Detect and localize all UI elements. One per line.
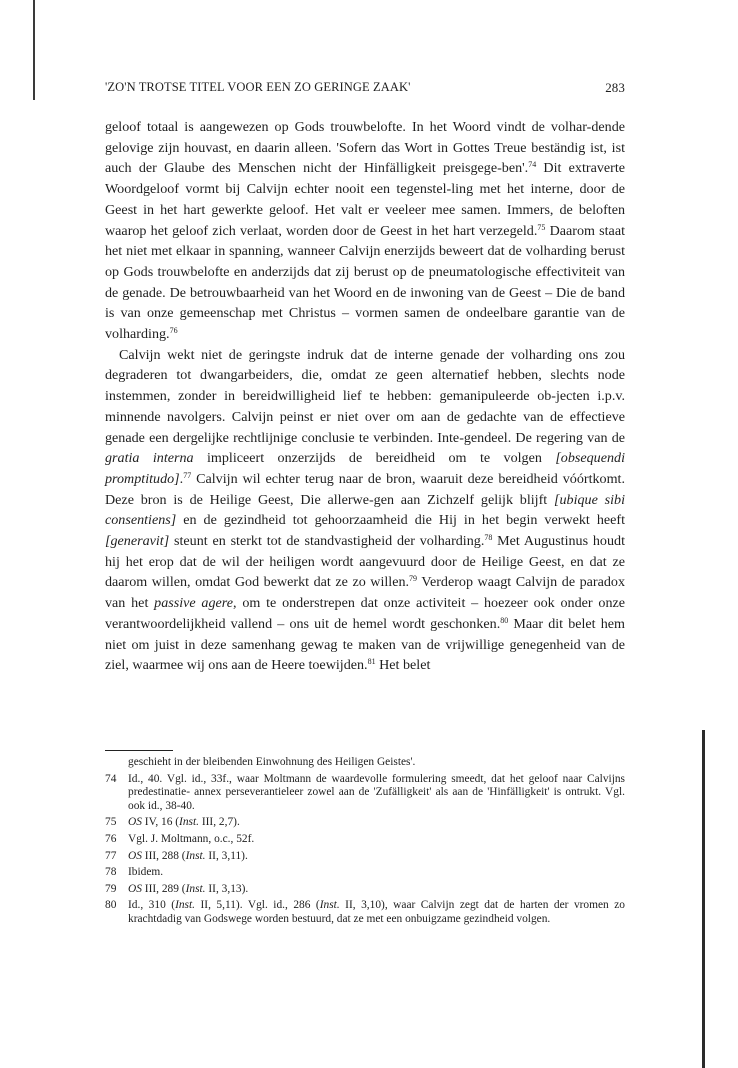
italic-term: [generavit] (105, 533, 170, 550)
text-segment: Verderop waagt Calvijn de paradox van het (105, 574, 626, 612)
text-segment: Calvijn wekt niet de geringste indruk dat de interne genade der volharding ons zou degraderen tot dwangarbeiders, die, omdat ze geen alternatief hebben, slechts node instemmen, zonder in bereidwilligheid lief te hebben: gemanipuleerde ob-jecten i.p.v. minnende navolgers. Calvijn peinst er niet over om aan de gedachte van de effectieve genade een dergelijke rechtlijnige conclusie te verbinden. Inte-gendeel. De regering van de (105, 346, 625, 446)
page-number: 283 (605, 80, 625, 95)
footnote-number: 80 (105, 899, 117, 912)
footnote-rule (105, 750, 173, 751)
footnote-italic: Inst. (185, 882, 206, 895)
footnote-italic: Inst. (175, 899, 195, 912)
text-segment: Calvijn wil echter terug naar de bron, waaruit deze bereidheid vóórtkomt. Deze bron is de Heilige Geest, Die allerwe-gen aan Zichzelf gelijk blijft (105, 470, 625, 508)
footnote-number: 76 (105, 832, 117, 845)
paragraph-2 (105, 345, 625, 676)
italic-term: gratia interna (105, 450, 194, 467)
italic-term: [ubique sibi consentiens] (105, 491, 625, 529)
footnote-ref-75: 75 (537, 222, 546, 232)
text-segment: Daarom staat het niet met elkaar in spanning, wanneer Calvijn enerzijds beweert dat de volharding berust op Gods trouwbelofte en anderzijds dat zij berust op de pneumatologische effectiviteit van de genade. De betrouwbaarheid van het Woord en de inwoning van de Geest – Die de band is van onze gemeenschap met Christus – vormen samen de ondeelbare garantie van de volharding. (105, 222, 625, 343)
footnote-text: Id., 310 ( (128, 899, 176, 912)
footnote-79 (105, 883, 625, 897)
text-segment: , om te onderstrepen dat onze activiteit – hoezeer ook onder onze verantwoordelijkheid vallend – ons uit de hemel wordt geschonken. (105, 595, 625, 632)
footnote-number: 78 (105, 866, 117, 879)
italic-term: [obsequendi promptitudo] (105, 450, 625, 487)
paragraph-1 (105, 117, 625, 345)
text-segment: Maar dit belet hem niet om juist in deze samenhang gewag te maken van de vrijwillige genegenheid van de ziel, waarmee wij ons aan de Heere toewijden. (105, 615, 625, 674)
footnote-number: 77 (105, 849, 117, 862)
text-segment: impliceert onzerzijds de bereidheid om te volgen (193, 450, 556, 467)
footnote-ref-78: 78 (484, 533, 493, 543)
footnote-text: Ibidem. (128, 866, 164, 879)
footnote-italic: Inst. (185, 849, 206, 862)
page-edge-right (702, 730, 705, 1068)
footnote-74 (105, 773, 625, 814)
footnote-ref-74: 74 (528, 160, 537, 170)
text-segment: Het belet (375, 657, 431, 674)
footnote-number: 79 (105, 882, 117, 895)
text-segment: en de gezindheid tot gehoorzaamheid die Hij in het begin verwekt heeft (176, 512, 625, 529)
footnote-italic: OS (128, 816, 142, 829)
text-segment: Met Augustinus houdt hij het erop dat de wil der heiligen wordt aangevuurd door de Heilige Geest, en dat ze daarom willen, omdat God bewerkt dat ze zo willen. (105, 533, 625, 591)
footnote-italic: OS (128, 849, 142, 862)
footnote-ref-76: 76 (169, 326, 178, 336)
footnotes (105, 756, 625, 927)
footnote-77 (105, 850, 625, 864)
footnote-italic: Inst. (319, 899, 340, 912)
footnote-text: III, 289 ( (141, 882, 186, 895)
footnote-75 (105, 816, 625, 830)
footnote-80 (105, 899, 625, 926)
footnote-text: IV, 16 ( (141, 816, 180, 829)
footnote-text: III, 288 ( (141, 849, 186, 862)
footnote-ref-79: 79 (409, 574, 418, 584)
footnote-text: II, 3,11). (205, 849, 248, 862)
footnote-text: II, 5,11). Vgl. id., 286 ( (195, 899, 320, 912)
running-title: 'ZO'N TROTSE TITEL VOOR EEN ZO GERINGE ZAAK' (105, 80, 411, 94)
footnote-ref-77: 77 (183, 470, 192, 480)
footnote-italic: Inst. (179, 816, 199, 829)
italic-term: passive agere (154, 595, 234, 612)
footnote-76 (105, 833, 625, 847)
footnote-number: 74 (105, 772, 117, 785)
text-segment: geloof totaal is aangewezen op Gods trouwbelofte. In het Woord vindt de volhar-dende gelovige zijn houvast, en daarin alleen. 'Sofern das Wort in Gottes Treue beständig ist, ist auch der Glaube des Menschen nicht der Hinfälligkeit preisgege-ben'. (105, 119, 625, 177)
footnote-78 (105, 866, 625, 880)
footnote-continuation (105, 756, 625, 770)
footnote-text: Id., 40. Vgl. id., 33f., waar Moltmann de waardevolle formulering smeedt, dat het geloof naar Calvijns predestinatie- annex perseverantieleer zowel aan de 'Zufälligkeit' als aan de 'Hinfälligkeit' is ontrukt. Vgl. ook id., 38-40. (128, 772, 625, 812)
footnote-text: geschieht in der bleibenden Einwohnung des Heiligen Geistes'. (128, 756, 416, 768)
footnote-text: III, 2,7). (198, 816, 240, 829)
footnote-italic: OS (128, 882, 142, 895)
footnote-text: II, 3,10), waar Calvijn zegt dat de harten der vromen zo krachtdadig van Godswege worden bestuurd, dat ze met een onbuigzame gezindheid volgen. (128, 899, 625, 925)
footnote-ref-80: 80 (500, 615, 509, 625)
footnote-ref-81: 81 (367, 657, 376, 667)
text-segment: Dit extraverte Woordgeloof vormt bij Calvijn echter nooit een tegenstel-ling met het interne, door de Geest in het hart gewerkte geloof. Het valt er veeleer mee samen. Immers, de beloften waarop het geloof zich verlaat, worden door de Geest in het hart verzegeld. (105, 160, 625, 239)
page-edge-left (33, 0, 35, 100)
main-text (105, 117, 625, 676)
footnote-number: 75 (105, 816, 117, 829)
text-segment: . (179, 470, 184, 487)
footnote-text: II, 3,13). (205, 882, 249, 895)
footnote-text: Vgl. J. Moltmann, o.c., 52f. (128, 832, 255, 845)
text-segment: steunt en sterkt tot de standvastigheid der volharding. (169, 533, 485, 550)
